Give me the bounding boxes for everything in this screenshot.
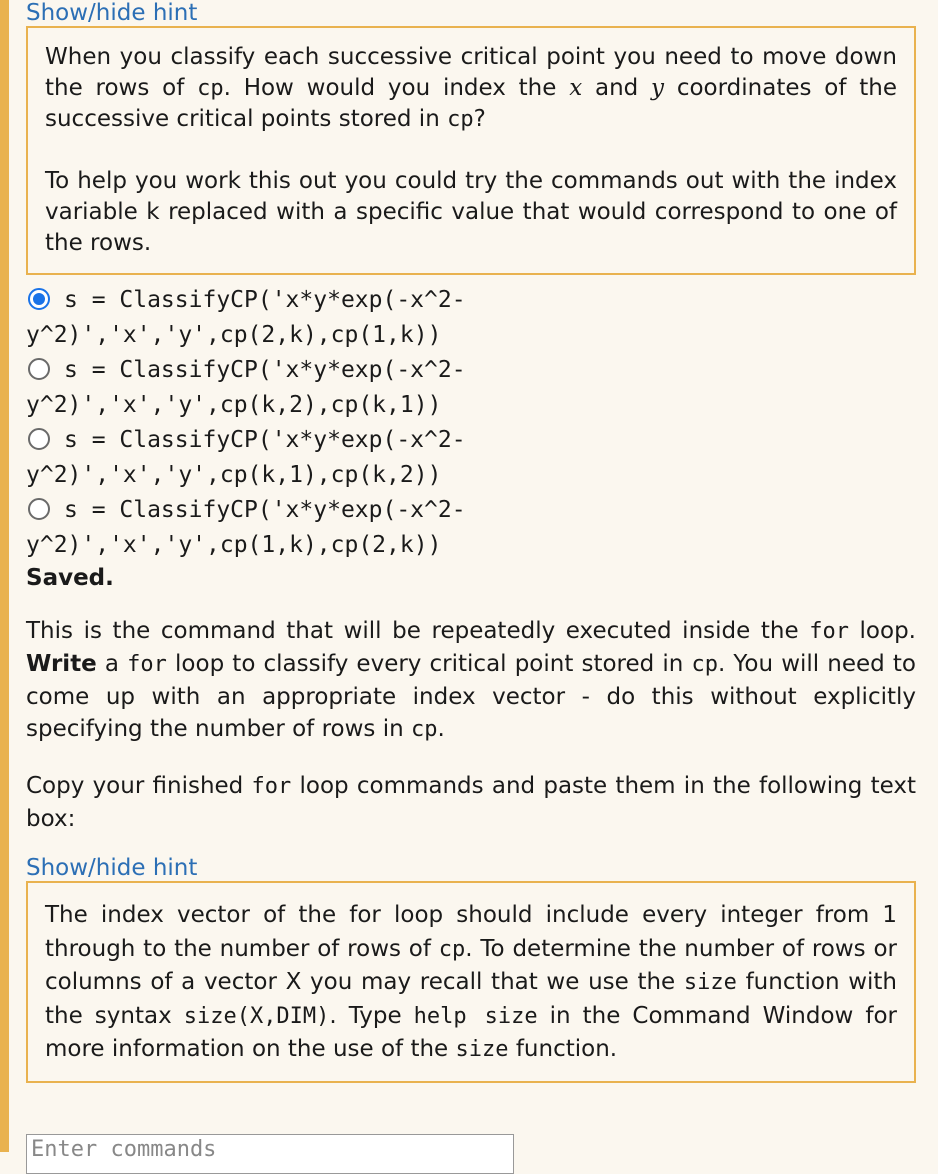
option-code-line: s = ClassifyCP('x*y*exp(-x^2- bbox=[64, 287, 466, 313]
hint-box bbox=[26, 881, 916, 1083]
code-cp: cp bbox=[438, 936, 466, 962]
option-code-line: y^2)','x','y',cp(2,k),cp(1,k)) bbox=[26, 322, 442, 348]
commands-textbox[interactable] bbox=[26, 1134, 514, 1174]
radio-button[interactable] bbox=[28, 428, 50, 450]
hint-paragraph: To help you work this out you could try the commands out with the index variable k replaced with a specific value that would correspond to one of the rows. bbox=[45, 168, 897, 256]
hint-text: function with the syntax bbox=[45, 969, 897, 1029]
left-accent-bar bbox=[0, 0, 9, 1152]
answer-option-2[interactable] bbox=[26, 353, 526, 423]
option-code-line: s = ClassifyCP('x*y*exp(-x^2- bbox=[64, 427, 466, 453]
code-for: for bbox=[809, 619, 849, 644]
copy-paragraph bbox=[26, 770, 916, 835]
hint-text: . How would you index the bbox=[223, 75, 570, 101]
hint-paragraph bbox=[45, 899, 897, 1067]
option-code-line: s = ClassifyCP('x*y*exp(-x^2- bbox=[64, 357, 466, 383]
radio-button-selected[interactable] bbox=[28, 288, 50, 310]
instruction-text: Copy your finished bbox=[26, 773, 252, 799]
code-size: size bbox=[455, 1037, 509, 1062]
instruction-text: This is the command that will be repeatedly executed inside the bbox=[26, 618, 810, 644]
saved-status: Saved. bbox=[26, 565, 114, 591]
hint-paragraph bbox=[45, 42, 897, 135]
instruction-text: loop to classify every critical point stored in bbox=[166, 651, 692, 677]
hint-text: ? bbox=[473, 106, 486, 132]
hint-text: coordinates of the successive critical points stored in bbox=[45, 75, 897, 132]
radio-button[interactable] bbox=[28, 498, 50, 520]
hint-box bbox=[26, 26, 916, 275]
instruction-text: loop commands and paste them in the following text box: bbox=[26, 773, 916, 832]
hint-text: . To determine the number of rows or columns of a vector X you may recall that we use the bbox=[45, 935, 897, 995]
code-for: for bbox=[251, 774, 292, 799]
code-cp: cp bbox=[197, 76, 224, 101]
instruction-text: . bbox=[437, 716, 445, 742]
hint2-container bbox=[26, 855, 916, 881]
option-code-line: y^2)','x','y',cp(k,2),cp(k,1)) bbox=[26, 392, 442, 418]
answer-options bbox=[26, 283, 916, 563]
code-cp: cp bbox=[691, 652, 718, 677]
instruction-bold: Write bbox=[26, 651, 97, 677]
radio-button[interactable] bbox=[28, 358, 50, 380]
math-x: x bbox=[569, 75, 583, 101]
code-syntax: size(X,DIM) bbox=[183, 1003, 330, 1029]
instructions-paragraph bbox=[26, 615, 916, 746]
answer-option-3[interactable] bbox=[26, 423, 526, 493]
hint-text: . Type bbox=[329, 1002, 414, 1029]
question-content bbox=[26, 0, 916, 1083]
show-hide-hint-link[interactable]: Show/hide hint bbox=[26, 855, 198, 881]
hint-text: The index vector of the for loop should include every integer from 1 through to the number of rows of bbox=[45, 902, 897, 962]
code-cp: cp bbox=[447, 107, 474, 132]
option-code-line: y^2)','x','y',cp(k,1),cp(k,2)) bbox=[26, 462, 442, 488]
math-y: y bbox=[651, 75, 665, 101]
hint-text: in the Command Window for more information on the use of the bbox=[45, 1002, 897, 1062]
hint-text: and bbox=[582, 75, 652, 101]
option-code-line: s = ClassifyCP('x*y*exp(-x^2- bbox=[64, 497, 466, 523]
show-hide-hint-link[interactable]: Show/hide hint bbox=[26, 0, 198, 26]
code-cp: cp bbox=[410, 717, 438, 742]
code-for: for bbox=[127, 652, 167, 677]
code-help-size: help size bbox=[413, 1003, 538, 1029]
answer-option-1[interactable] bbox=[26, 283, 526, 353]
instruction-text: a bbox=[96, 651, 128, 677]
instruction-text: loop. bbox=[848, 618, 916, 644]
hint-text: function. bbox=[508, 1036, 618, 1062]
textbox-placeholder: Enter commands bbox=[31, 1137, 217, 1162]
answer-option-4[interactable] bbox=[26, 493, 526, 563]
option-code-line: y^2)','x','y',cp(1,k),cp(2,k)) bbox=[26, 532, 442, 558]
hint-text: When you classify each successive critical point you need to move down the rows of bbox=[45, 44, 897, 101]
code-size: size bbox=[683, 970, 737, 995]
instruction-text: . You will need to come up with an appropriate index vector - do this without explicitly specifying the number of rows in bbox=[26, 651, 916, 742]
